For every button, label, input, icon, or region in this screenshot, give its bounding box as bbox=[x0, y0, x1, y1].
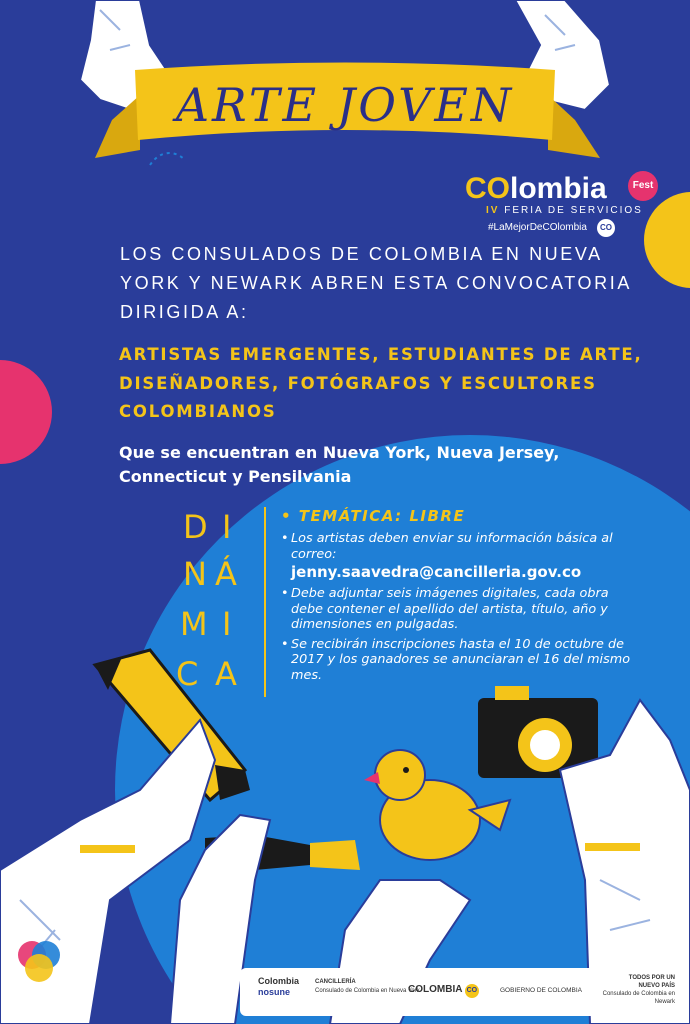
logo5-line1: TODOS POR UN bbox=[628, 975, 675, 981]
location-text: Que se encuentran en Nueva York, Nueva Jersey, Connecticut y Pensilvania bbox=[119, 443, 560, 486]
rule-item bbox=[281, 637, 641, 684]
logo-subtitle-text: FERIA DE SERVICIOS bbox=[504, 205, 643, 216]
footer-logos-bar bbox=[240, 968, 685, 1016]
colombia-fest-logo bbox=[465, 172, 607, 206]
logo-subtitle bbox=[486, 205, 643, 216]
divider-line bbox=[264, 507, 266, 697]
dinamica-letter-d: D bbox=[183, 508, 208, 546]
logo1-line1: Colombia bbox=[258, 976, 300, 986]
logo2-title: CANCILLERÍA bbox=[315, 979, 356, 985]
dinamica-letter-i: I bbox=[222, 508, 232, 546]
email-link[interactable]: jenny.saavedra@cancilleria.gov.co bbox=[291, 563, 582, 581]
rule-2-text: Debe adjuntar seis imágenes digitales, cada obra debe contener el apellido del artista, título, año y dimensiones en pulgadas. bbox=[291, 586, 609, 632]
pink-circle-decoration bbox=[0, 360, 52, 464]
logo3-text: COLOMBIA bbox=[408, 984, 463, 995]
rule-3-text: Se recibirán inscripciones hasta el 10 de octubre de 2017 y los ganadores se anunciaran el 16 del mismo mes. bbox=[291, 636, 631, 683]
nuevo-pais-logo bbox=[595, 974, 675, 1006]
logo-lombia: lombia bbox=[510, 172, 607, 205]
cancilleria-logo bbox=[315, 978, 420, 996]
rule-item bbox=[281, 531, 641, 582]
logo-iv: IV bbox=[486, 205, 500, 216]
rules-list bbox=[281, 531, 641, 687]
logo5-line2: NUEVO PAÍS bbox=[638, 983, 675, 989]
colombia-nosune-logo bbox=[258, 976, 299, 998]
logo2-sub: Consulado de Colombia en Nueva York bbox=[315, 988, 420, 994]
dinamica-letter-n: N bbox=[183, 555, 207, 593]
rule-item bbox=[281, 586, 641, 633]
logo-co: CO bbox=[465, 172, 510, 205]
hashtag: #LaMejorDeCOlombia bbox=[488, 222, 587, 233]
target-audience-text: ARTISTAS EMERGENTES, ESTUDIANTES DE ARTE, DISEÑADORES, FOTÓGRAFOS Y ESCULTORES COLOMBIANOS bbox=[119, 345, 643, 421]
colombia-brand-logo bbox=[408, 984, 479, 998]
logo3-badge: CO bbox=[465, 984, 479, 998]
co-badge: CO bbox=[597, 219, 615, 237]
yellow-circle-decoration bbox=[644, 192, 690, 288]
rule-1-text: Los artistas deben enviar su información básica al correo: bbox=[291, 531, 613, 562]
dinamica-letter-a: A bbox=[215, 655, 237, 693]
dinamica-letter-c: C bbox=[176, 655, 199, 693]
tematica-label: • TEMÁTICA: LIBRE bbox=[281, 507, 466, 525]
banner-title: ARTE JOVEN bbox=[175, 78, 515, 132]
intro-text: LOS CONSULADOS DE COLOMBIA EN NUEVA YORK Y NEWARK ABREN ESTA CONVOCATORIA DIRIGIDA A: bbox=[120, 244, 631, 322]
dinamica-letter-a-accent: Á bbox=[215, 555, 237, 593]
dinamica-letter-i2: I bbox=[222, 605, 232, 643]
logo5-sub: Consulado de Colombia en Newark bbox=[602, 991, 675, 1005]
dinamica-letter-m: M bbox=[180, 605, 208, 643]
logo1-line2: nosune bbox=[258, 987, 291, 997]
gobierno-logo: GOBIERNO DE COLOMBIA bbox=[500, 987, 582, 994]
fest-badge: Fest bbox=[628, 171, 658, 201]
